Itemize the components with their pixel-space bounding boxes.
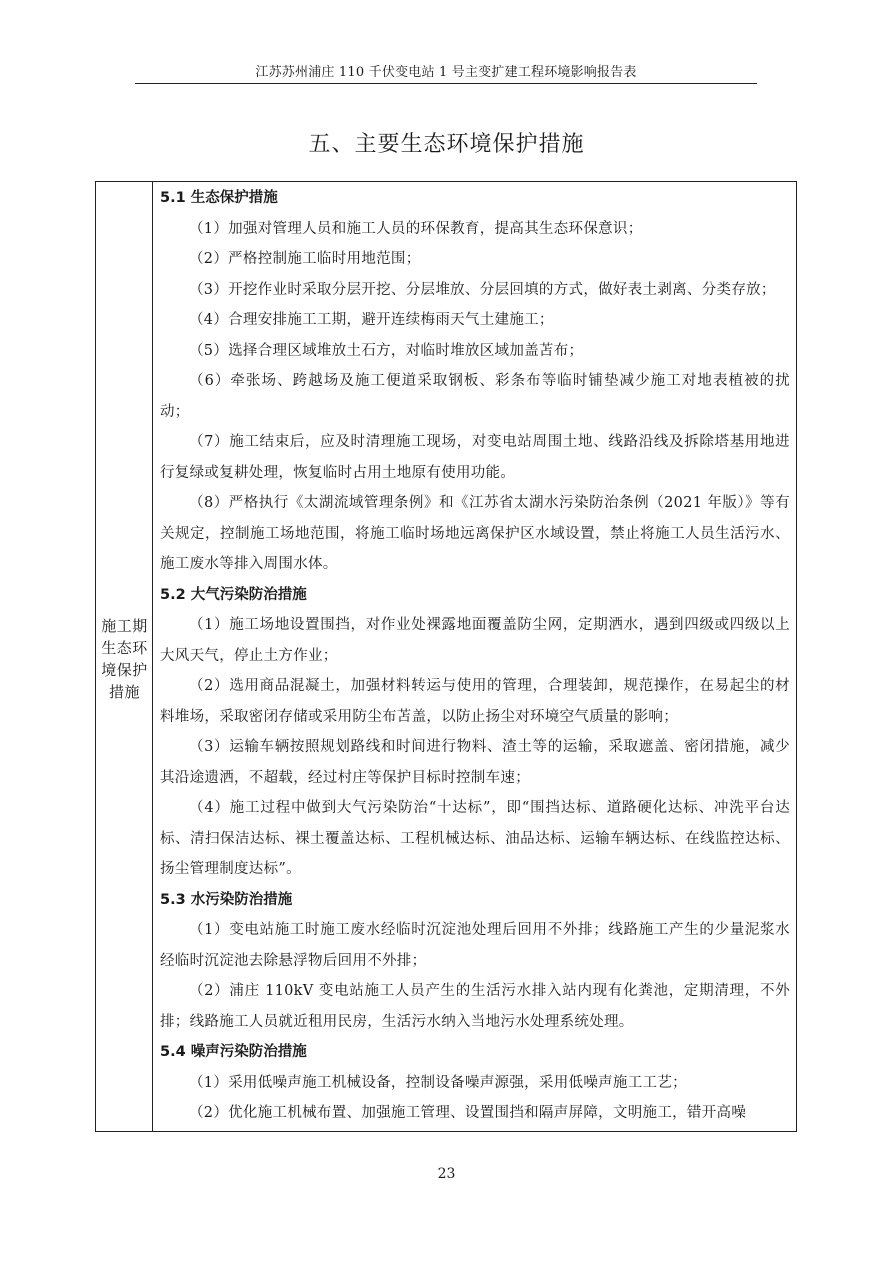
section-heading: 5.3 水污染防治措施 (160, 891, 293, 908)
running-header: 江苏苏州浦庄 110 千伏变电站 1 号主变扩建工程环境影响报告表 (255, 65, 637, 80)
section-title: 五、主要生态环境保护措施 (308, 132, 585, 157)
measure-item: （1）加强对管理人员和施工人员的环保教育，提高其生态环保意识； (189, 220, 643, 237)
measure-item: （3）运输车辆按照规划路线和时间进行物料、渣土等的运输，采取遮盖、密闭措施，减少其沿途遗洒，不超载，经过村庄等保护目标时控制车速； (160, 739, 790, 786)
row-label: 施工期生态环境保护措施 (101, 617, 148, 701)
section-heading: 5.4 噪声污染防治措施 (160, 1044, 307, 1060)
measure-item: （6）牵张场、跨越场及施工便道采取钢板、彩条布等临时铺垫减少施工对地表植被的扰动； (160, 373, 790, 420)
measure-item: （7）施工结束后，应及时清理施工现场，对变电站周围土地、线路沿线及拆除塔基用地进行复绿或复耕处理，恢复临时占用土地原有使用功能。 (160, 434, 790, 481)
measure-item: （4）施工过程中做到大气污染防治“十达标”，即“围挡达标、道路硬化达标、冲洗平台达标、清扫保洁达标、裸土覆盖达标、工程机械达标、油品达标、运输车辆达标、在线监控达标、扬尘管理制度达标”。 (160, 800, 790, 877)
measure-item: （1）变电站施工时施工废水经临时沉淀池处理后回用不外排；线路施工产生的少量泥浆水经临时沉淀池去除悬浮物后回用不外排； (160, 922, 790, 969)
measure-item: （1）采用低噪声施工机械设备，控制设备噪声源强，采用低噪声施工工艺； (189, 1074, 687, 1091)
measures-table (95, 181, 797, 1132)
measure-item: （8）严格执行《太湖流域管理条例》和《江苏省太湖水污染防治条例（2021 年版）》等有关规定，控制施工场地范围，将施工临时场地远离保护区水域设置，禁止将施工人员生活污水、施工废水等排入周围水体。 (160, 495, 790, 572)
section-noise (160, 1037, 790, 1129)
measure-item: （3）开挖作业时采取分层开挖、分层堆放、分层回填的方式，做好表土剥离、分类存放； (189, 281, 776, 298)
measure-item: （2）严格控制施工临时用地范围； (189, 251, 421, 267)
measure-item: （1）施工场地设置围挡，对作业处裸露地面覆盖防尘网，定期洒水，遇到四级或四级以上大风天气，停止土方作业； (160, 617, 790, 664)
measures-content (153, 182, 796, 1131)
measure-item: （4）合理安排施工工期，避开连续梅雨天气土建施工； (189, 312, 554, 328)
page-number: 23 (437, 1166, 456, 1182)
section-ecology (160, 183, 790, 580)
measure-item: （2）浦庄 110kV 变电站施工人员产生的生活污水排入站内现有化粪池，定期清理，不外排；线路施工人员就近租用民房，生活污水纳入当地污水处理系统处理。 (160, 983, 790, 1030)
row-label-cell (96, 182, 153, 1131)
section-heading: 5.2 大气污染防治措施 (160, 586, 307, 603)
section-water (160, 885, 790, 1038)
section-heading: 5.1 生态保护措施 (160, 190, 278, 206)
measure-item: （2）选用商品混凝土，加强材料转运与使用的管理，合理装卸，规范操作，在易起尘的材料堆场，采取密闭存储或采用防尘布苫盖，以防止扬尘对环境空气质量的影响； (160, 678, 790, 725)
header-rule (135, 83, 757, 84)
section-air (160, 580, 790, 885)
measure-item: （2）优化施工机械布置、加强施工管理、设置围挡和隔声屏障，文明施工，错开高噪 (189, 1105, 747, 1121)
measure-item: （5）选择合理区域堆放土石方，对临时堆放区域加盖苫布； (189, 342, 584, 359)
